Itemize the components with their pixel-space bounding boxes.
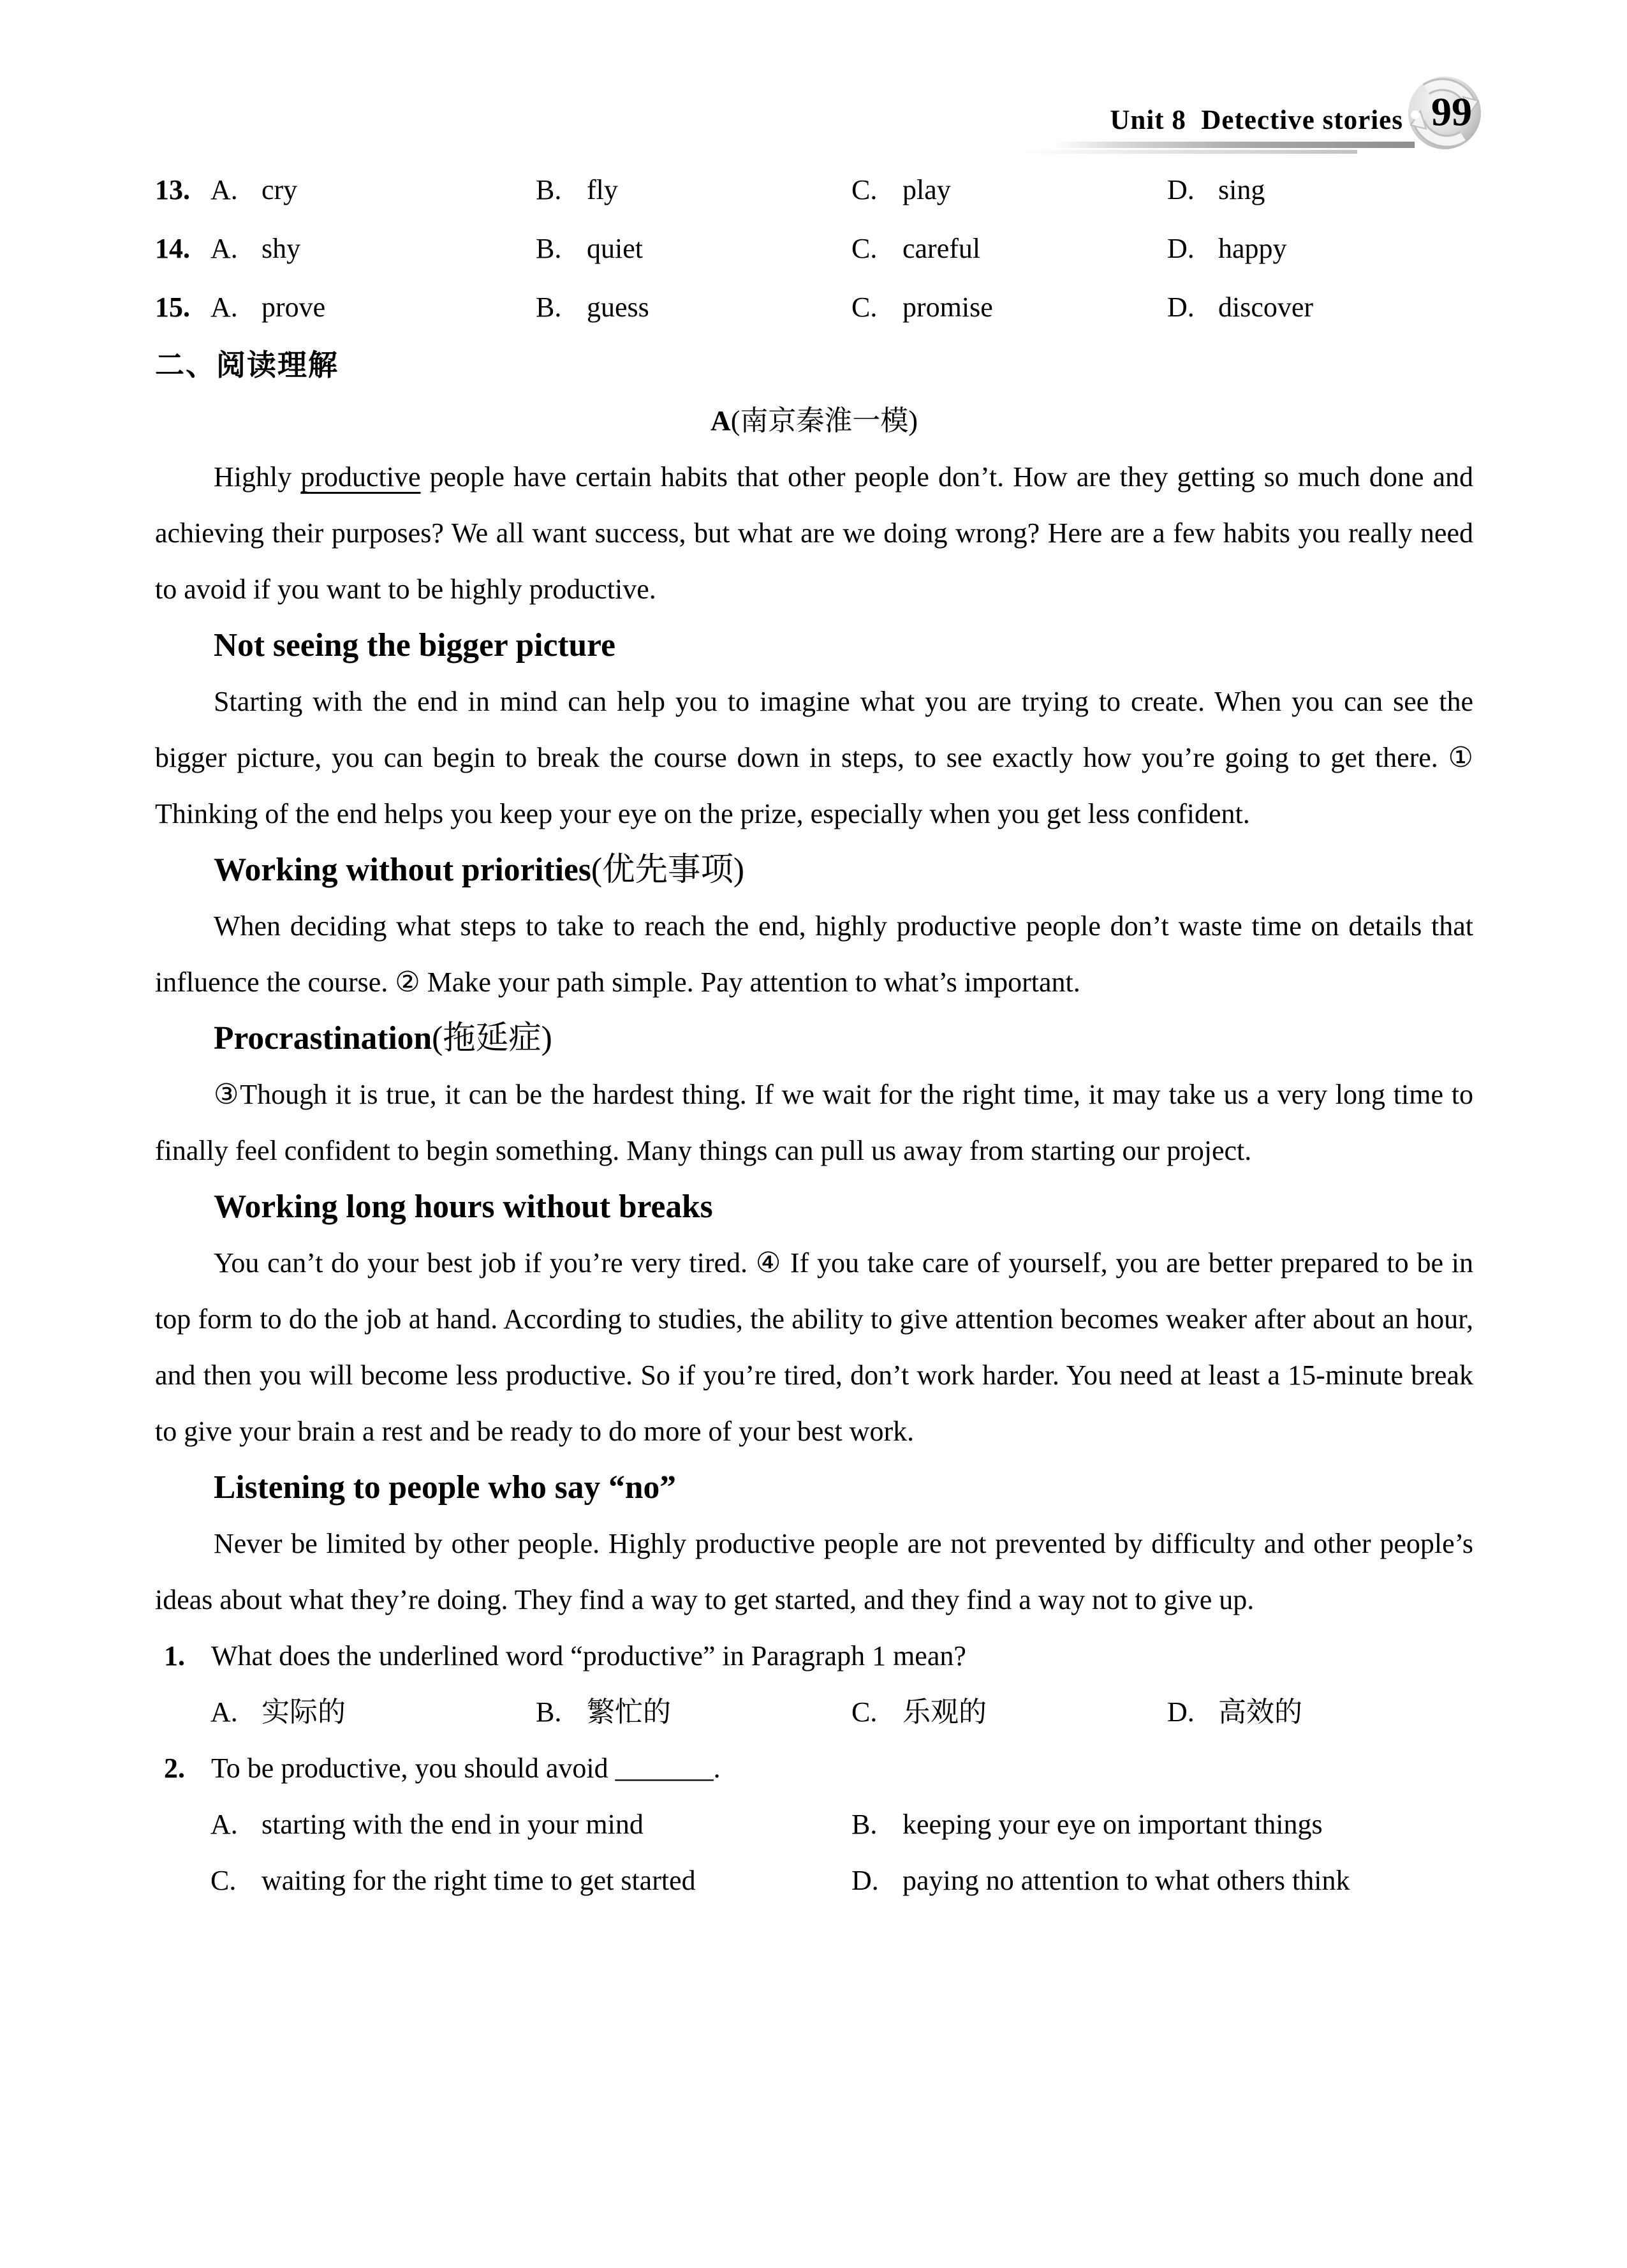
passage-paragraph-5: You can’t do your best job if you’re very tired. ④ If you take care of yourself, you are better prepared to be in top form to do the job at hand. According to studies, the ability to give attention becomes weaker after about an hour, and then you will become less productive. So if you’re tired, don’t work harder. You need at least a 15-minute break to give your brain a rest and be ready to do more of your best work. <box>155 1247 1473 1447</box>
question-text: What does the underlined word “productive” in Paragraph 1 mean? <box>211 1640 966 1671</box>
unit-title: Unit 8 Detective stories <box>1110 105 1403 135</box>
option-d: D. 高效的 <box>1167 1696 1302 1728</box>
reading-section <box>155 337 1473 1909</box>
option-c: C. careful <box>851 233 981 264</box>
option-c: C. promise <box>851 292 993 323</box>
option-a: A. 实际的 <box>210 1696 346 1728</box>
passage-paragraph-4: ③Though it is true, it can be the hardest thing. If we wait for the right time, it may take us a very long time to finally feel confident to begin something. Many things can pull us away from starting our project. <box>155 1079 1473 1166</box>
option-c: C. play <box>851 174 951 205</box>
option-b: B. quiet <box>536 233 643 264</box>
option-a: A. starting with the end in your mind <box>210 1809 644 1840</box>
question-text: To be productive, you should avoid _______. <box>211 1753 721 1784</box>
passage-subheading-5: Listening to people who say “no” <box>214 1469 676 1506</box>
passage-subheading-4: Working long hours without breaks <box>214 1189 713 1225</box>
header-rule-shadow <box>1019 150 1357 154</box>
question-2-options-row-2 <box>155 1853 1473 1909</box>
option-a: A. prove <box>210 292 326 323</box>
option-b: B. fly <box>536 174 618 205</box>
option-a: A. cry <box>210 174 298 205</box>
passage-subheading-3: Procrastination(拖延症) <box>214 1020 552 1056</box>
question-number: 1. <box>164 1640 185 1671</box>
passage-paragraph-2: Starting with the end in mind can help you to imagine what you are trying to create. When you can see the bigger picture, you can begin to break the course down in steps, to see exactly how you’re going to get there. ① Thinking of the end helps you keep your eye on the prize, especially when you get less confident. <box>155 686 1473 829</box>
passage-subheading-2: Working without priorities(优先事项) <box>214 852 745 888</box>
option-d: D. sing <box>1167 174 1265 205</box>
question-1 <box>155 1628 1473 1684</box>
page-number: 99 <box>1431 89 1473 135</box>
question-number: 13. <box>155 174 190 205</box>
option-c: C. 乐观的 <box>851 1696 987 1728</box>
option-a: A. shy <box>210 233 301 264</box>
option-d: D. discover <box>1167 292 1314 323</box>
option-b: B. 繁忙的 <box>536 1696 671 1728</box>
option-b: B. keeping your eye on important things <box>851 1809 1323 1840</box>
question-number: 2. <box>164 1753 185 1784</box>
passage-label: A(南京秦淮一模) <box>710 405 918 436</box>
option-c: C. waiting for the right time to get started <box>210 1865 696 1896</box>
passage-subheading-1: Not seeing the bigger picture <box>214 627 615 663</box>
option-d: D. happy <box>1167 233 1287 264</box>
question-2 <box>155 1740 1473 1797</box>
cloze-row-14 <box>155 219 1473 278</box>
cloze-row-15 <box>155 278 1473 337</box>
question-number: 14. <box>155 233 190 264</box>
passage-paragraph-3: When deciding what steps to take to reach the end, highly productive people don’t waste time on details that influence the course. ② Make your path simple. Pay attention to what’s important. <box>155 910 1473 998</box>
passage-paragraph-6: Never be limited by other people. Highly productive people are not prevented by difficulty and other people’s ideas about what they’re doing. They find a way to get started, and they find a way not to give up. <box>155 1528 1473 1615</box>
question-2-options-row-1 <box>155 1797 1473 1853</box>
header-rule <box>1054 142 1415 148</box>
cloze-options-block <box>155 161 1473 337</box>
passage-paragraph-1: Highly productive people have certain habits that other people don’t. How are they getting so much done and achieving their purposes? We all want success, but what are we doing wrong? Here are a few habits you really need to avoid if you want to be highly productive. <box>155 461 1473 605</box>
question-number: 15. <box>155 292 190 323</box>
cloze-row-13 <box>155 161 1473 219</box>
question-1-options <box>155 1684 1473 1740</box>
section-heading: 二、阅读理解 <box>155 348 339 382</box>
option-b: B. guess <box>536 292 649 323</box>
option-d: D. paying no attention to what others think <box>851 1865 1350 1896</box>
page-number-badge <box>1407 75 1482 151</box>
underlined-word: productive <box>300 461 421 493</box>
